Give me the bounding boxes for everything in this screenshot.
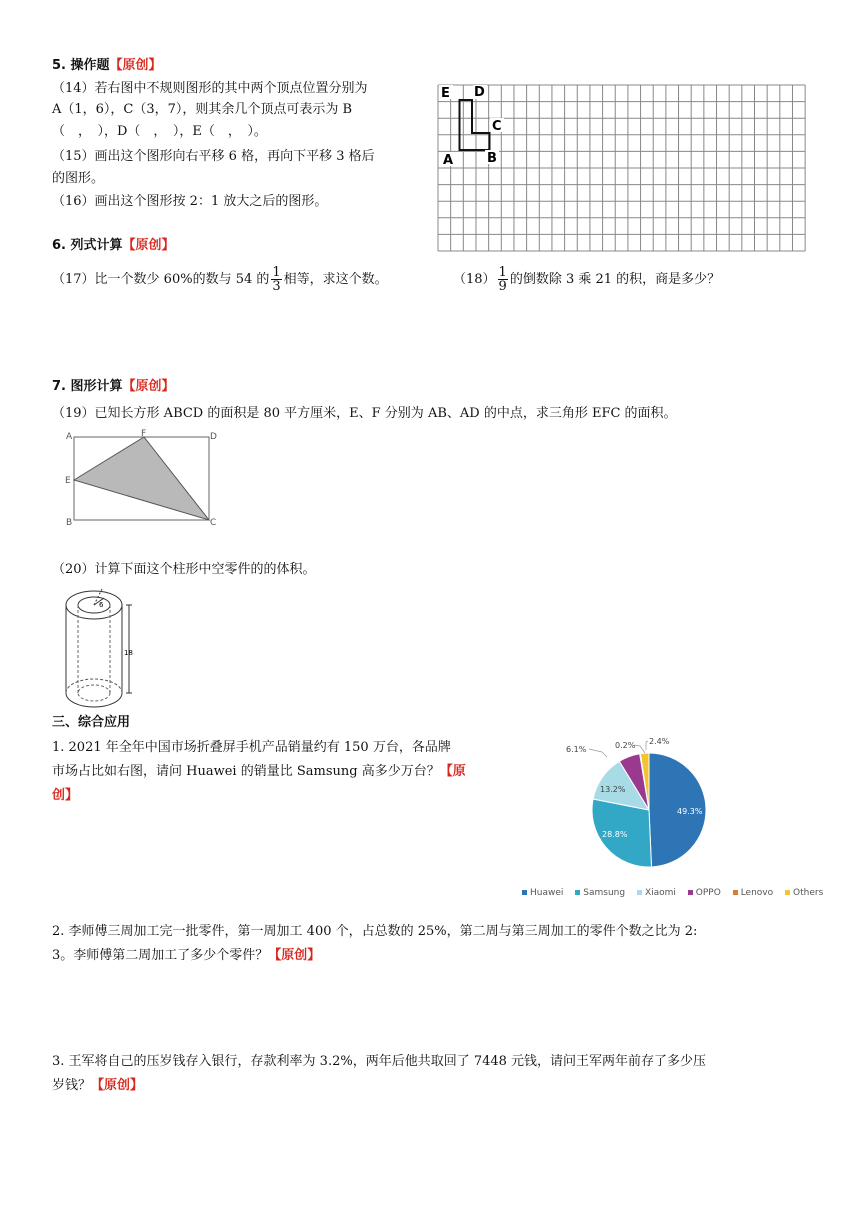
legend-item-others: Others: [785, 888, 823, 898]
p1-line-2: 市场占比如右图，请问 Huawei 的销量比 Samsung 高多少万台？【原: [52, 764, 466, 779]
legend-item-lenovo: Lenovo: [733, 888, 773, 898]
q14-line-1: （14）若右图中不规则图形的其中两个顶点位置分别为: [52, 81, 368, 96]
p2-line-2: 3。李师傅第二周加工了多少个零件？【原创】: [52, 948, 321, 963]
p1-line-3: 创】: [52, 788, 79, 803]
cylinder-height-label: 18: [124, 649, 133, 657]
section-7-title: 7. 图形计算: [52, 379, 123, 394]
q16-text: （16）画出这个图形按 2：1 放大之后的图形。: [52, 194, 328, 209]
grid-label-d: D: [474, 85, 485, 100]
legend-item-samsung: Samsung: [575, 888, 625, 898]
original-tag: 【原创】: [122, 379, 175, 394]
svg-text:D: D: [210, 432, 217, 442]
p1-line-1: 1. 2021 年全年中国市场折叠屏手机产品销量约有 150 万台，各品牌: [52, 740, 451, 755]
pie-legend: [522, 888, 832, 898]
pie-label-oppo: 6.1%: [566, 745, 587, 754]
q19-text: （19）已知长方形 ABCD 的面积是 80 平方厘米，E、F 分别为 AB、AD 的中点，求三角形 EFC 的面积。: [52, 406, 677, 421]
section-5-heading: [52, 56, 162, 76]
q14-line-2: A（1，6），C（3，7），则其余几个顶点可表示为 B: [52, 102, 353, 117]
triangle-efc: [74, 437, 209, 520]
q14-line-3: （ ， ），D（ ， ），E（ ， ）。: [52, 124, 267, 139]
svg-text:C: C: [210, 518, 217, 528]
pie-label-huawei: 49.3%: [677, 807, 703, 816]
p3-line-1: 3. 王军将自己的压岁钱存入银行，存款利率为 3.2%，两年后他共取回了 7448 元钱，请问王军两年前存了多少压: [52, 1054, 707, 1069]
pie-label-xiaomi: 13.2%: [600, 785, 626, 794]
pie-label-lenovo: 0.2%: [615, 741, 636, 750]
original-tag: 【原创】: [122, 238, 175, 253]
fraction-one-ninth: $\frac{1}{9}$: [498, 265, 507, 294]
section-6-heading: [52, 236, 175, 256]
pie-label-others: 2.4%: [649, 737, 670, 746]
grid-label-b: B: [487, 151, 497, 166]
section-7-heading: [52, 377, 175, 397]
grid-label-e: E: [441, 86, 450, 101]
svg-text:F: F: [141, 429, 147, 439]
p3-line-2: 岁钱？【原创】: [52, 1078, 144, 1093]
svg-text:E: E: [65, 476, 71, 486]
coordinate-grid: [436, 83, 808, 255]
grid-label-c: C: [492, 119, 502, 134]
cylinder-radius-label: 6: [99, 601, 104, 609]
q20-text: （20）计算下面这个柱形中空零件的的体积。: [52, 562, 316, 577]
legend-item-xiaomi: Xiaomi: [637, 888, 676, 898]
svg-text:B: B: [66, 518, 73, 528]
market-share-pie-chart: [560, 728, 780, 878]
q18-text: （18） $\frac{1}{9}$ 的倒数除 3 乘 21 的积，商是多少？: [453, 265, 721, 294]
pie-label-samsung: 28.8%: [602, 830, 628, 839]
section-3-heading: 三、综合应用: [52, 715, 131, 730]
q17-text: （17）比一个数少 60%的数与 54 的 $\frac{1}{3}$ 相等，求这个数。: [52, 265, 388, 294]
p2-line-1: 2. 李师傅三周加工完一批零件，第一周加工 400 个，占总数的 25%，第二周与第三周加工的零件个数之比为 2:: [52, 924, 698, 939]
original-tag: 【原创】: [109, 58, 162, 73]
legend-item-oppo: OPPO: [688, 888, 721, 898]
hollow-cylinder-figure: [60, 585, 140, 715]
section-5-title: 5. 操作题: [52, 58, 110, 73]
irregular-shape: [460, 100, 490, 150]
rectangle-figure: [60, 428, 225, 530]
svg-text:A: A: [66, 432, 73, 442]
q15-line-1: （15）画出这个图形向右平移 6 格，再向下平移 3 格后: [52, 149, 375, 164]
legend-item-huawei: Huawei: [522, 888, 563, 898]
q15-line-2: 的图形。: [52, 171, 105, 186]
fraction-one-third: $\frac{1}{3}$: [272, 265, 281, 294]
grid-label-a: A: [443, 153, 454, 168]
section-6-title: 6. 列式计算: [52, 238, 123, 253]
